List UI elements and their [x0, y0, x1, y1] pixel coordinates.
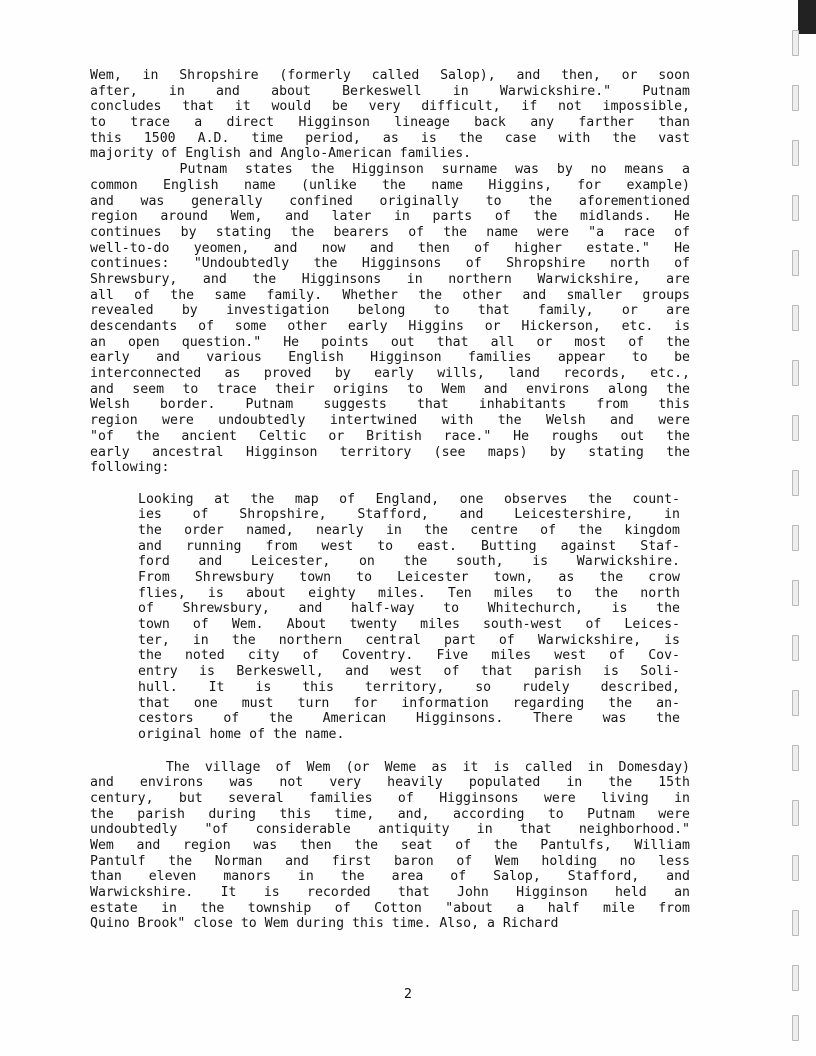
binding-slot [792, 635, 799, 661]
text-line: to trace a direct Higginson lineage back any farther than [90, 115, 690, 131]
text-line: hull. It is this territory, so rudely described, [138, 679, 680, 695]
binding-slot [792, 85, 799, 111]
binding-slot [792, 855, 799, 881]
text-line: The village of Wem (or Weme as it is called in Domesday) [90, 759, 690, 775]
text-line: Putnam states the Higginson surname was by no means a [90, 162, 690, 178]
text-line: flies, is about eighty miles. Ten miles to the north [138, 585, 680, 601]
paragraph-2 [90, 162, 690, 476]
body-text [90, 68, 690, 932]
text-line: and was generally confined originally to the aforementioned [90, 193, 690, 209]
binding-slot [792, 1015, 799, 1041]
text-line: Quino Brook" close to Wem during this time. Also, a Richard [90, 916, 559, 932]
page-number: 2 [403, 986, 413, 1002]
text-line: that one must turn for information regarding the an- [138, 695, 680, 711]
binding-slot [792, 470, 799, 496]
text-line: and environs was not very heavily populated in the 15th [90, 775, 690, 791]
text-line: From Shrewsbury town to Leicester town, as the crow [138, 570, 680, 585]
text-line: ter, in the northern central part of Warwickshire, is [138, 632, 680, 648]
text-line: after, in and about Berkeswell in Warwickshire." Putnam [90, 83, 690, 99]
text-line: estate in the township of Cotton "about a half mile from [90, 900, 690, 916]
binding-slot [792, 910, 799, 936]
paragraph-1 [90, 68, 690, 162]
text-line: concludes that it would be very difficult, if not impossible, [90, 99, 690, 115]
text-line: and running from west to east. Butting against Staf- [138, 538, 680, 554]
text-line: and seem to trace their origins to Wem and environs along the [90, 381, 690, 397]
block-quote [138, 492, 680, 743]
binding-slot [792, 195, 799, 221]
text-line: cestors of the American Higginsons. There was the [138, 711, 680, 727]
text-line: the parish during this time, and, according to Putnam were [90, 806, 690, 822]
text-line: Pantulf the Norman and first baron of Wem holding no less [90, 853, 690, 869]
text-line: all of the same family. Whether the other and smaller groups [90, 287, 690, 303]
text-line: Shrewsbury, and the Higginsons in northern Warwickshire, are [90, 271, 690, 287]
text-line: the order named, nearly in the centre of the kingdom [138, 522, 680, 538]
text-line: well-to-do yeomen, and now and then of higher estate." He [90, 240, 690, 256]
binding-slot [792, 360, 799, 386]
text-line: Looking at the map of England, one observes the count- [138, 491, 680, 507]
text-line: original home of the name. [138, 726, 345, 742]
text-line: town of Wem. About twenty miles south-west of Leices- [138, 617, 680, 633]
text-line: of Shrewsbury, and half-way to Whitechurch, is the [138, 601, 680, 617]
binding-slot [792, 250, 799, 276]
text-line: "of the ancient Celtic or British race." He roughs out the [90, 428, 690, 444]
text-line: early ancestral Higginson territory (see maps) by stating the [90, 444, 690, 460]
text-line: Welsh border. Putnam suggests that inhabitants from this [90, 397, 690, 413]
binding-slot [792, 690, 799, 716]
paragraph-3 [90, 760, 690, 933]
binding-slot [792, 745, 799, 771]
binding-slot [792, 140, 799, 166]
text-line: century, but several families of Higginsons were living in [90, 790, 690, 806]
text-line: an open question." He points out that all or most of the [90, 334, 690, 350]
text-line: Wem and region was then the seat of the Pantulfs, William [90, 838, 690, 853]
text-line: this 1500 A.D. time period, as is the case with the vast [90, 130, 690, 146]
text-line: ies of Shropshire, Stafford, and Leicestershire, in [138, 507, 680, 523]
text-line: majority of English and Anglo-American families. [90, 146, 472, 162]
binding-slot [792, 305, 799, 331]
text-line: entry is Berkeswell, and west of that parish is Soli- [138, 664, 680, 680]
text-line: interconnected as proved by early wills, land records, etc., [90, 366, 690, 382]
text-line: region around Wem, and later in parts of the midlands. He [90, 209, 690, 225]
binding-slot [792, 30, 799, 56]
text-line: revealed by investigation belong to that family, or are [90, 303, 690, 319]
text-line: Warwickshire. It is recorded that John Higginson held an [90, 885, 690, 901]
text-line: the noted city of Coventry. Five miles west of Cov- [138, 648, 680, 664]
binding-slot [792, 525, 799, 551]
text-line: undoubtedly "of considerable antiquity in that neighborhood." [90, 822, 690, 838]
text-line: ford and Leicester, on the south, is Warwickshire. [138, 554, 680, 570]
text-line: descendants of some other early Higgins or Hickerson, etc. is [90, 319, 690, 334]
binding-slot [792, 415, 799, 441]
text-line: Wem, in Shropshire (formerly called Salop), and then, or soon [90, 68, 690, 83]
text-line: region were undoubtedly intertwined with the Welsh and were [90, 413, 690, 429]
text-line: continues: "Undoubtedly the Higginsons of Shropshire north of [90, 256, 690, 272]
text-line: following: [90, 460, 170, 476]
text-line: early and various English Higginson families appear to be [90, 350, 690, 366]
binding-slot [792, 800, 799, 826]
text-line: than eleven manors in the area of Salop, Stafford, and [90, 869, 690, 885]
text-line: common English name (unlike the name Higgins, for example) [90, 177, 690, 193]
text-line: continues by stating the bearers of the name were "a race of [90, 224, 690, 240]
binding-slot [792, 580, 799, 606]
